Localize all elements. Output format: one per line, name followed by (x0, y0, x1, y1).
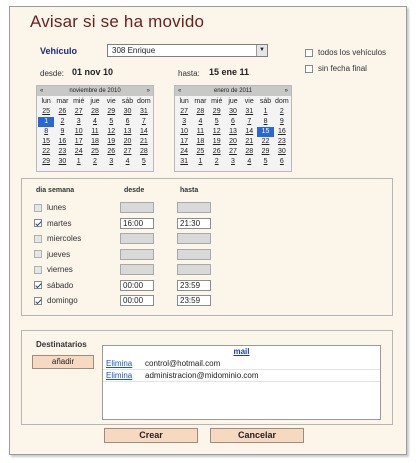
weekday-label: lunes (47, 203, 67, 212)
calendar-day[interactable]: 26 (58, 108, 67, 115)
calendar-day[interactable]: 10 (74, 128, 83, 135)
recipient-email: control@hotmail.com (145, 359, 221, 368)
calendar-day[interactable]: 4 (125, 158, 130, 165)
calendar-day[interactable]: 19 (212, 138, 221, 145)
calendar-day[interactable]: 11 (196, 128, 205, 135)
all-vehicles-label: todos los vehículos (318, 48, 387, 57)
time-to-input[interactable]: 23:59 (177, 295, 211, 306)
time-from-input[interactable] (120, 202, 154, 213)
weekday-header: mar (56, 98, 69, 105)
calendar-day[interactable]: 29 (212, 108, 221, 115)
calendar-day[interactable]: 15 (42, 138, 51, 145)
weekday-checkbox[interactable] (34, 204, 42, 212)
create-button[interactable]: Crear (104, 428, 198, 443)
calendar-day[interactable]: 12 (107, 128, 116, 135)
calendar-day[interactable]: 31 (180, 158, 189, 165)
time-to-input[interactable] (177, 249, 211, 260)
calendar-day[interactable]: 25 (42, 108, 51, 115)
calendar-day[interactable]: 7 (247, 118, 252, 125)
mail-column-header[interactable]: mail (233, 347, 250, 356)
no-end-date-label: sin fecha final (318, 64, 367, 73)
add-recipient-button[interactable]: añadir (32, 355, 94, 369)
calendar-day[interactable]: 23 (58, 148, 67, 155)
time-from-input[interactable] (120, 249, 154, 260)
calendar-day[interactable]: 31 (245, 108, 254, 115)
calendar-from-grid (37, 96, 153, 167)
calendar-day[interactable]: 1 (38, 117, 54, 127)
calendar-day[interactable]: 30 (277, 148, 286, 155)
option-all-vehicles[interactable] (305, 48, 386, 57)
calendar-day[interactable]: 17 (180, 138, 189, 145)
calendar-day[interactable]: 17 (74, 138, 83, 145)
calendar-day[interactable]: 27 (229, 148, 237, 155)
calendar-day[interactable]: 20 (229, 138, 237, 145)
weekday-label: viernes (47, 265, 73, 274)
calendar-day[interactable]: 25 (196, 148, 205, 155)
calendar-day[interactable]: 1 (263, 108, 268, 115)
calendar-day[interactable]: 1 (198, 158, 203, 165)
calendar-day[interactable]: 3 (231, 158, 235, 165)
weekday-header: lun (41, 98, 51, 105)
calendar-day[interactable]: 21 (139, 138, 148, 145)
calendar-day[interactable]: 5 (214, 118, 219, 125)
calendar-day[interactable]: 11 (91, 128, 99, 135)
schedule-row (34, 296, 78, 305)
option-no-end-date[interactable] (305, 64, 367, 73)
calendar-day[interactable]: 29 (261, 148, 270, 155)
calendar-day[interactable]: 29 (42, 158, 51, 165)
calendar-day[interactable]: 16 (58, 138, 67, 145)
schedule-row (34, 265, 73, 274)
calendar-day[interactable]: 4 (247, 158, 252, 165)
calendar-from (36, 85, 154, 172)
calendar-to-grid (175, 96, 291, 167)
calendar-day[interactable]: 10 (180, 128, 189, 135)
weekday-header: mar (194, 98, 207, 105)
schedule-row (34, 234, 81, 243)
calendar-day[interactable]: 22 (42, 148, 51, 155)
weekday-header: mié (73, 98, 85, 105)
weekday-checkbox[interactable] (34, 281, 42, 289)
calendar-day[interactable]: 18 (91, 138, 99, 145)
time-from-input[interactable] (120, 264, 154, 275)
time-from-input[interactable]: 16:00 (120, 218, 154, 229)
calendar-day[interactable]: 16 (277, 128, 286, 135)
calendar-day[interactable]: 12 (212, 128, 221, 135)
weekday-label: sábado (47, 280, 74, 290)
to-date-value: 15 ene 11 (209, 67, 250, 77)
calendar-day[interactable]: 25 (91, 148, 99, 155)
chevron-down-icon[interactable]: ▼ (256, 45, 267, 56)
recipients-title: Destinatarios (36, 340, 87, 349)
time-to-input[interactable] (177, 202, 211, 213)
weekday-header: dom (137, 98, 151, 105)
time-from-input[interactable] (120, 233, 154, 244)
calendar-day[interactable]: 2 (279, 108, 284, 115)
from-date-label: desde: (40, 69, 65, 78)
weekday-header: mié (211, 98, 223, 105)
calendar-day[interactable]: 2 (93, 158, 97, 165)
delete-recipient-link[interactable]: Elimina (106, 371, 133, 380)
calendar-to-month: enero de 2011 (213, 88, 253, 94)
schedule-row (34, 281, 73, 290)
weekday-label: martes (47, 218, 72, 228)
calendar-to-next-button[interactable]: » (284, 88, 288, 94)
calendar-day[interactable]: 3 (76, 118, 81, 125)
calendar-from-header (37, 86, 153, 96)
time-to-input[interactable]: 23:59 (177, 280, 211, 291)
calendar-day[interactable]: 27 (74, 108, 83, 115)
vehicle-select-value: 308 Enrique (112, 46, 156, 55)
calendar-to (174, 85, 292, 172)
from-date-value: 01 nov 10 (72, 67, 114, 77)
calendar-from-month: noviembre de 2010 (69, 88, 121, 94)
recipient-email: administracion@midominio.com (145, 371, 259, 380)
calendar-day[interactable]: 23 (277, 138, 286, 145)
calendar-day[interactable]: 30 (229, 108, 237, 115)
weekday-label: domingo (47, 296, 78, 305)
weekday-checkbox[interactable] (34, 297, 42, 305)
time-from-input[interactable]: 00:00 (120, 295, 154, 306)
all-vehicles-checkbox[interactable] (305, 49, 313, 57)
calendar-day[interactable]: 24 (180, 148, 189, 155)
calendar-to-header (175, 86, 291, 96)
calendar-day[interactable]: 13 (229, 128, 237, 135)
calendar-day[interactable]: 5 (263, 158, 268, 165)
to-date-label: hasta: (178, 69, 200, 78)
cancel-button[interactable]: Cancelar (210, 428, 304, 443)
weekday-checkbox[interactable] (34, 266, 42, 274)
dialog-title: Avisar si se ha movido (30, 12, 205, 31)
calendar-day[interactable]: 9 (279, 118, 284, 125)
weekday-header: vie (106, 98, 116, 105)
vehicle-label: Vehículo (40, 46, 78, 56)
calendar-day[interactable]: 28 (139, 148, 148, 155)
calendar-to-prev-button[interactable]: « (178, 88, 182, 94)
weekday-header: vie (244, 98, 254, 105)
weekday-checkbox[interactable] (34, 250, 42, 258)
calendar-day[interactable]: 28 (196, 108, 205, 115)
time-to-input[interactable]: 21:30 (177, 218, 211, 229)
weekday-header: jue (228, 98, 238, 105)
calendar-day[interactable]: 19 (107, 138, 116, 145)
weekday-checkbox[interactable] (34, 219, 42, 227)
calendar-day[interactable]: 26 (107, 148, 116, 155)
time-to-input[interactable] (177, 264, 211, 275)
list-item (103, 370, 380, 382)
calendar-day[interactable]: 6 (231, 118, 235, 125)
calendar-day[interactable]: 29 (107, 108, 116, 115)
calendar-from-prev-button[interactable]: « (40, 88, 44, 94)
calendar-day[interactable]: 14 (245, 128, 254, 135)
weekday-label: miercoles (47, 234, 82, 243)
schedule-row (34, 250, 70, 259)
weekday-checkbox[interactable] (34, 235, 42, 243)
calendar-day[interactable]: 15 (257, 127, 273, 137)
weekday-header: sáb (259, 98, 272, 105)
calendar-day[interactable]: 30 (123, 108, 132, 115)
calendar-day[interactable]: 3 (109, 158, 114, 165)
time-from-input[interactable]: 00:00 (120, 280, 154, 291)
schedule-header-to: hasta (180, 187, 199, 194)
calendar-day[interactable]: 8 (263, 118, 268, 125)
calendar-day[interactable]: 5 (109, 118, 114, 125)
calendar-from-next-button[interactable]: » (146, 88, 150, 94)
weekday-header: lun (179, 98, 189, 105)
calendar-day[interactable]: 6 (279, 158, 284, 165)
calendar-day[interactable]: 14 (139, 128, 148, 135)
time-to-input[interactable] (177, 233, 211, 244)
calendar-day[interactable]: 5 (141, 158, 146, 165)
calendar-day[interactable]: 9 (60, 128, 65, 135)
calendar-day[interactable]: 28 (91, 108, 99, 115)
calendar-day[interactable]: 20 (123, 138, 132, 145)
calendar-day[interactable]: 30 (58, 158, 67, 165)
calendar-day[interactable]: 3 (182, 118, 187, 125)
calendar-day[interactable]: 8 (44, 128, 49, 135)
delete-recipient-link[interactable]: Elimina (106, 359, 133, 368)
recipients-list (102, 345, 381, 420)
calendar-day[interactable]: 1 (76, 158, 81, 165)
no-end-date-checkbox[interactable] (305, 65, 313, 73)
vehicle-select[interactable] (107, 44, 268, 57)
calendar-day[interactable]: 4 (93, 118, 97, 125)
calendar-day[interactable]: 4 (198, 118, 203, 125)
calendar-day[interactable]: 21 (245, 138, 254, 145)
schedule-header-day: dia semana (36, 187, 75, 194)
calendar-day[interactable]: 27 (123, 148, 132, 155)
schedule-header-from: desde (124, 187, 145, 194)
weekday-header: jue (90, 98, 100, 105)
calendar-day[interactable]: 13 (123, 128, 132, 135)
calendar-day[interactable]: 6 (125, 118, 130, 125)
weekday-label: jueves (47, 249, 71, 259)
calendar-day[interactable]: 27 (180, 108, 189, 115)
calendar-day[interactable]: 26 (212, 148, 221, 155)
calendar-day[interactable]: 2 (60, 118, 65, 125)
calendar-day[interactable]: 28 (245, 148, 254, 155)
calendar-day[interactable]: 22 (261, 138, 270, 145)
weekday-header: sáb (121, 98, 134, 105)
list-item (103, 358, 380, 370)
schedule-row (34, 219, 71, 228)
calendar-day[interactable]: 7 (141, 118, 146, 125)
weekday-header: dom (275, 98, 289, 105)
calendar-day[interactable]: 31 (139, 108, 148, 115)
schedule-row (34, 203, 66, 212)
calendar-day[interactable]: 24 (74, 148, 83, 155)
calendar-day[interactable]: 2 (214, 158, 219, 165)
calendar-day[interactable]: 18 (196, 138, 205, 145)
